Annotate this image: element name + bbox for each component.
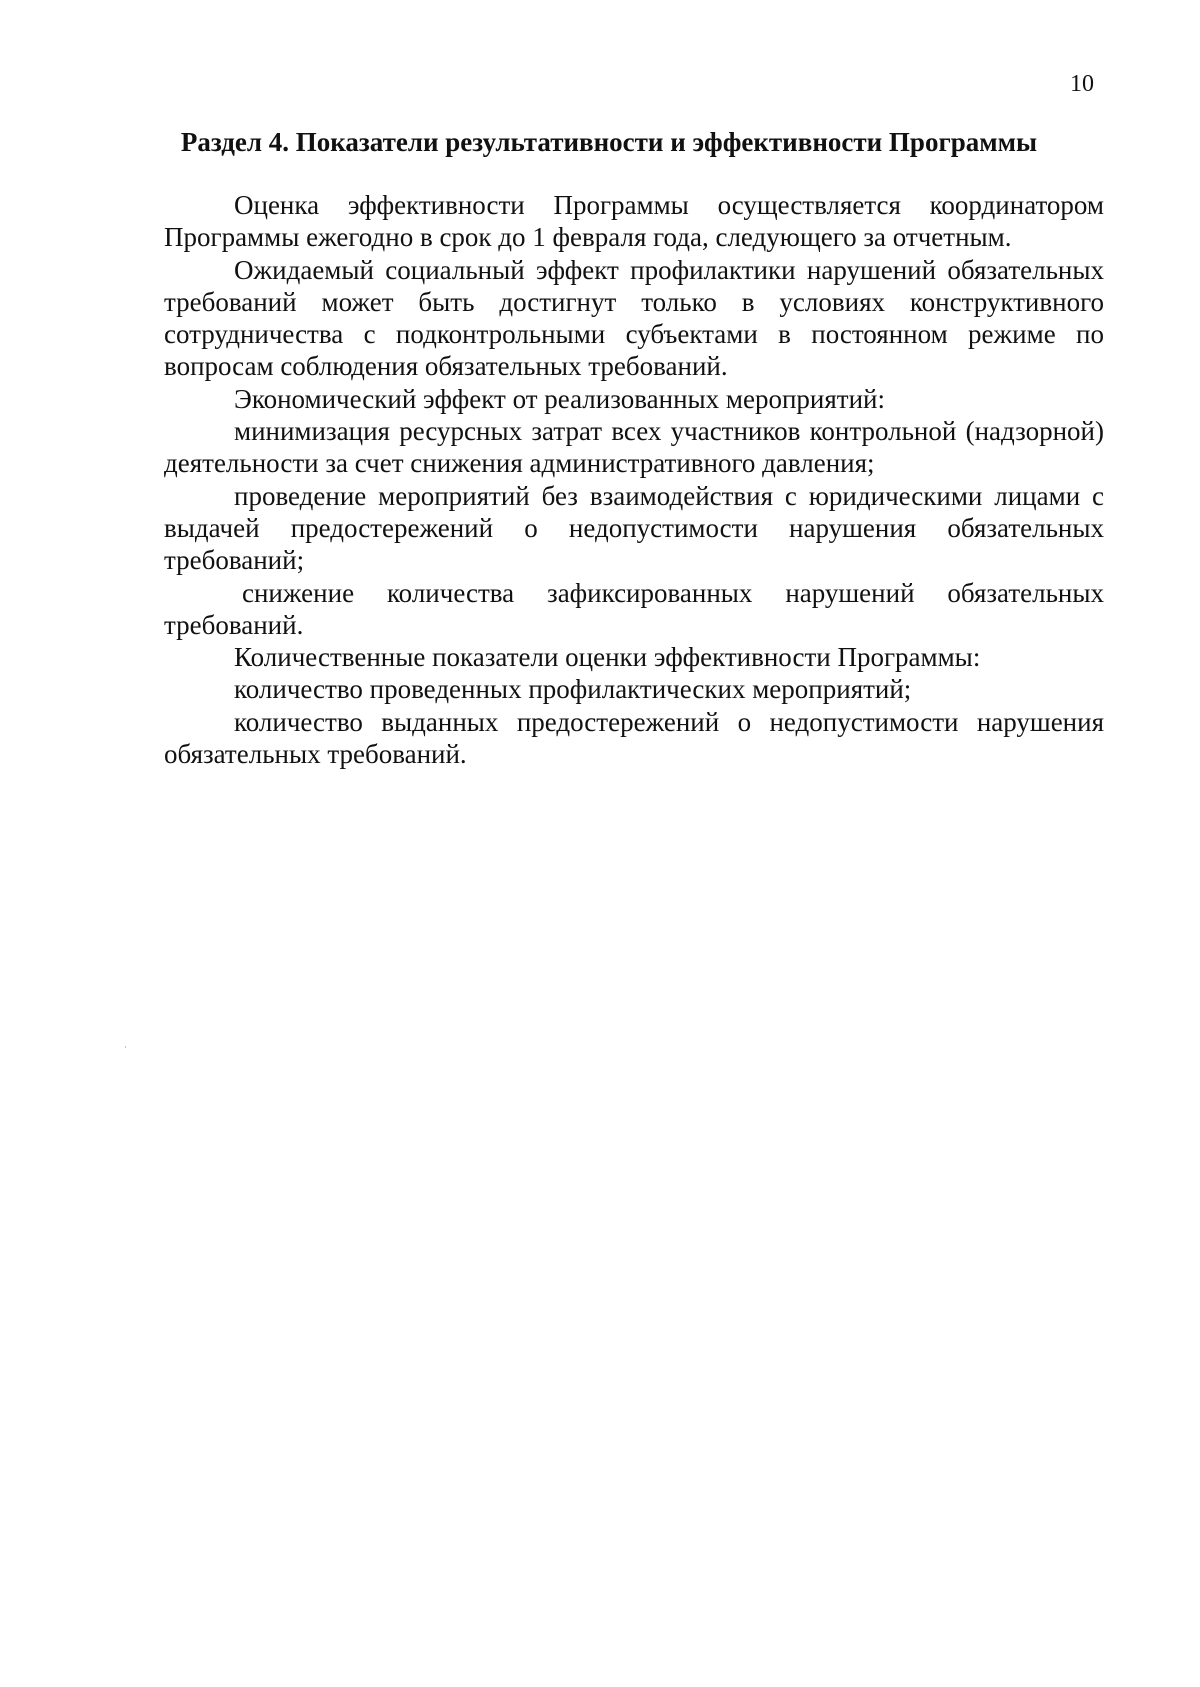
body-text [164, 189, 1104, 770]
paragraph-quantitative-indicators: Количественные показатели оценки эффективности Программы: [234, 642, 981, 673]
paragraph-minimization: минимизация ресурсных затрат всех участников контрольной (надзорной) деятельности за счет снижения административного давления; [164, 416, 1104, 479]
paragraph-evaluation: Оценка эффективности Программы осуществляется координатором Программы ежегодно в срок до 1 февраля года, следующего за отчетным. [164, 190, 1104, 253]
paragraph-events-without-interaction: проведение мероприятий без взаимодействия с юридическими лицами с выдачей предостережений о недопустимости нарушения обязательных требований; [164, 480, 1104, 576]
paragraph-reduction: снижение количества зафиксированных нарушений обязательных требований. [164, 577, 1104, 640]
paragraph-economic-effect: Экономический эффект от реализованных мероприятий: [234, 383, 885, 414]
paragraph-count-warnings: количество выданных предостережений о недопустимости нарушения обязательных требований. [164, 706, 1104, 770]
page-number: 10 [1070, 71, 1094, 97]
scan-speck [125, 1046, 126, 1048]
paragraph-social-effect: Ожидаемый социальный эффект профилактики нарушений обязательных требований может быть достигнут только в условиях конструктивного сотрудничества с подконтрольными субъектами в постоянном режиме по вопросам соблюдения обязательных требований. [164, 254, 1104, 382]
paragraph-count-events: количество проведенных профилактических мероприятий; [234, 674, 912, 705]
section-title: Раздел 4. Показатели результативности и эффективности Программы [180, 127, 1038, 157]
